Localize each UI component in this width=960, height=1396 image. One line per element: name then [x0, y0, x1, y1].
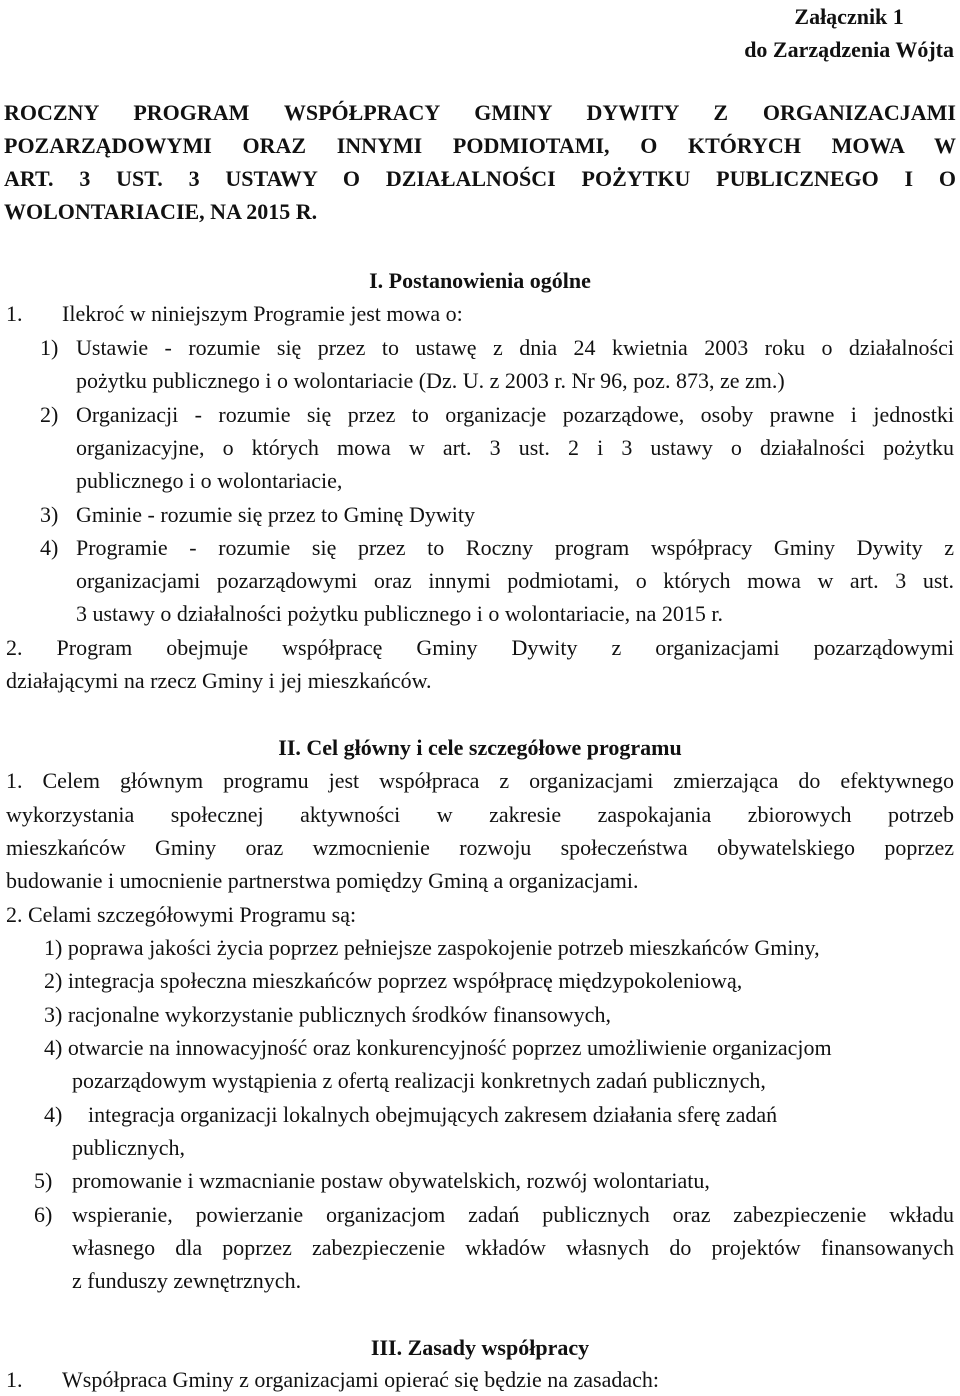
document-title	[4, 96, 956, 228]
title-line: ART. 3 UST. 3 USTAWY O DZIAŁALNOŚCI POŻYTKU PUBLICZNEGO I O	[4, 166, 956, 191]
goal-item: pozarządowym wystąpienia z ofertą realizacji konkretnych zadań publicznych,	[72, 1068, 766, 1093]
list-item-number: 4)	[40, 535, 59, 560]
list-item-text: pożytku publicznego i o wolontariacie (Dz. U. z 2003 r. Nr 96, poz. 873, ze zm.)	[76, 368, 785, 393]
annex-header	[744, 0, 954, 66]
annex-subtitle: do Zarządzenia Wójta	[744, 37, 954, 62]
list-item-number: 1)	[40, 335, 59, 360]
list-item-text: 3 ustawy o działalności pożytku publicznego i o wolontariacie, na 2015 r.	[76, 601, 724, 626]
goal-item: promowanie i wzmacnianie postaw obywatelskich, rozwój wolontariatu,	[72, 1168, 710, 1193]
paragraph-text: mieszkańców Gminy oraz wzmocnienie rozwoju społeczeństwa obywatelskiego poprzez	[6, 835, 954, 860]
annex-title: Załącznik 1	[794, 4, 904, 29]
goal-item: własnego dla poprzez zabezpieczenie wkładów własnych do projektów finansowanych	[72, 1235, 954, 1260]
paragraph-text: Współpraca Gminy z organizacjami opierać się będzie na zasadach:	[62, 1367, 659, 1392]
list-item-number: 3)	[40, 502, 59, 527]
list-item-text: Gminie - rozumie się przez to Gminę Dywity	[76, 502, 475, 527]
goal-item: 2) integracja społeczna mieszkańców poprzez współpracę międzypokoleniową,	[44, 968, 743, 993]
goal-item: integracja organizacji lokalnych obejmujących zakresem działania sferę zadań	[88, 1102, 778, 1127]
goal-item: wspieranie, powierzanie organizacjom zadań publicznych oraz zabezpieczenie wkładu	[72, 1202, 954, 1227]
goal-item: 4) otwarcie na innowacyjność oraz konkurencyjność poprzez umożliwienie organizacjom	[44, 1035, 832, 1060]
title-line: ROCZNY PROGRAM WSPÓŁPRACY GMINY DYWITY Z ORGANIZACJAMI	[4, 100, 956, 125]
paragraph-text: wykorzystania społecznej aktywności w zakresie zaspokajania zbiorowych potrzeb	[6, 802, 954, 827]
list-item-text: organizacyjne, o których mowa w art. 3 ust. 2 i 3 ustawy o działalności pożytku	[76, 435, 954, 460]
paragraph-number: 1.	[6, 1367, 23, 1392]
paragraph-text: 1. Celem głównym programu jest współpraca z organizacjami zmierzająca do efektywnego	[6, 768, 954, 793]
section-heading-general: I. Postanowienia ogólne	[369, 268, 591, 293]
goal-item-number: 4)	[44, 1102, 63, 1127]
section-heading-goals: II. Cel główny i cele szczegółowe programu	[278, 735, 682, 760]
goal-item: publicznych,	[72, 1135, 186, 1160]
section-heading-principles: III. Zasady współpracy	[370, 1335, 590, 1360]
list-item-text: Ustawie - rozumie się przez to ustawę z dnia 24 kwietnia 2003 roku o działalności	[76, 335, 954, 360]
paragraph-text: budowanie i umocnienie partnerstwa pomiędzy Gminą a organizacjami.	[6, 868, 639, 893]
paragraph-text: 2. Celami szczegółowymi Programu są:	[6, 902, 357, 927]
goal-item: 1) poprawa jakości życia poprzez pełniejsze zaspokojenie potrzeb mieszkańców Gminy,	[44, 935, 820, 960]
goal-item-number: 5)	[34, 1168, 53, 1193]
goal-item-number: 6)	[34, 1202, 53, 1227]
title-line: POZARZĄDOWYMI ORAZ INNYMI PODMIOTAMI, O KTÓRYCH MOWA W	[4, 133, 956, 158]
paragraph-text: 2. Program obejmuje współpracę Gminy Dywity z organizacjami pozarządowymi	[6, 635, 954, 660]
list-item-text: Programie - rozumie się przez to Roczny program współpracy Gminy Dywity z	[76, 535, 954, 560]
list-item-text: Organizacji - rozumie się przez to organizacje pozarządowe, osoby prawne i jednostki	[76, 402, 954, 427]
paragraph-text: Ilekroć w niniejszym Programie jest mowa o:	[62, 301, 463, 326]
paragraph-number: 1.	[6, 301, 23, 326]
goal-item: z funduszy zewnętrznych.	[72, 1268, 302, 1293]
goal-item: 3) racjonalne wykorzystanie publicznych środków finansowych,	[44, 1002, 611, 1027]
paragraph-text: działającymi na rzecz Gminy i jej mieszkańców.	[6, 668, 432, 693]
title-line: WOLONTARIACIE, NA 2015 R.	[4, 199, 318, 224]
list-item-number: 2)	[40, 402, 59, 427]
list-item-text: organizacjami pozarządowymi oraz innymi podmiotami, o których mowa w art. 3 ust.	[76, 568, 954, 593]
list-item-text: publicznego i o wolontariacie,	[76, 468, 343, 493]
